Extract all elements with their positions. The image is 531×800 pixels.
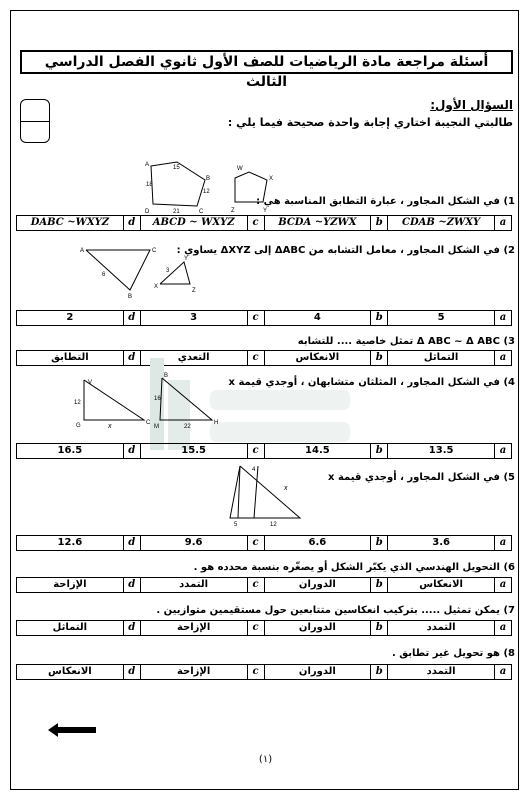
option-b[interactable]: الانعكاس <box>264 351 371 366</box>
svg-text:12: 12 <box>74 400 81 406</box>
svg-text:6: 6 <box>102 272 106 278</box>
fig1-label-b: B <box>206 176 211 182</box>
svg-text:x: x <box>284 485 288 492</box>
question-6-text: 6) التحويل الهندسي الذي يكبّر الشكل أو يصغّره بنسبة محدده هو . <box>193 562 515 573</box>
option-a[interactable]: الانعكاس <box>388 578 495 593</box>
option-d[interactable]: التطابق <box>17 351 124 366</box>
option-d[interactable]: الإزاحة <box>17 578 124 593</box>
option-c[interactable]: 15.5 <box>140 444 247 459</box>
section-heading: السؤال الأول: <box>430 98 513 112</box>
option-b[interactable]: الدوران <box>264 578 371 593</box>
option-b[interactable]: الدوران <box>264 621 371 636</box>
option-d[interactable]: 2 <box>17 311 124 326</box>
question-7-text: 7) يمكن تمثيل ..... بتركيب انعكاسين متتابعين حول مستقيمين متوازيين . <box>156 605 515 616</box>
svg-text:22: 22 <box>184 424 191 430</box>
figure-quadrilaterals <box>145 158 275 216</box>
option-b[interactable]: 4 <box>264 311 371 326</box>
fig1-label-d: D <box>145 209 150 215</box>
option-a[interactable]: CDAB ~ZWXY <box>388 216 495 231</box>
fig1-label-21: 21 <box>173 209 180 215</box>
svg-text:3: 3 <box>166 268 170 274</box>
svg-text:M: M <box>154 424 159 430</box>
question-2-options: a 5 b 4 c 3 d 2 <box>16 310 512 326</box>
fig1-label-15: 15 <box>173 165 180 171</box>
figure-similar-triangles-x <box>70 372 240 430</box>
question-6-options: a الانعكاس b الدوران c التمدد d الإزاحة <box>16 577 512 593</box>
svg-text:H: H <box>214 420 219 426</box>
option-d[interactable]: 12.6 <box>17 536 124 551</box>
svg-text:Y: Y <box>184 256 189 262</box>
option-c[interactable]: 3 <box>140 311 247 326</box>
option-a[interactable]: التمدد <box>388 665 495 680</box>
option-d[interactable]: 16.5 <box>17 444 124 459</box>
option-c[interactable]: التعدي <box>140 351 247 366</box>
option-a[interactable]: 5 <box>388 311 495 326</box>
question-3-options: a التماثل b الانعكاس c التعدي d التطابق <box>16 350 512 366</box>
option-a[interactable]: التمدد <box>388 621 495 636</box>
arrow-left-icon[interactable] <box>48 723 98 737</box>
fig1-label-18: 18 <box>146 182 153 188</box>
page-title: أسئلة مراجعة مادة الرياضيات للصف الأول ثانوي الفصل الدراسي الثالث <box>20 50 513 74</box>
question-1-text: 1) في الشكل المجاور ، عبارة التطابق المناسبة هي : <box>256 196 515 207</box>
question-1-options: a CDAB ~ZWXY b BCDA ~YZWX c ABCD ~ WXYZ d DABC ~WXYZ <box>16 215 512 231</box>
fig1-label-w: W <box>237 166 243 172</box>
svg-text:5: 5 <box>234 522 238 528</box>
question-4-text: 4) في الشكل المجاور ، المثلثان متشابهان ، أوجدي قيمة x <box>228 377 515 388</box>
question-5-text: 5) في الشكل المجاور ، أوجدي قيمة x <box>328 472 515 483</box>
question-2-text: 2) في الشكل المجاور ، معامل التشابه من ΔABC إلى ΔXYZ يساوي : <box>176 245 515 256</box>
option-b[interactable]: الدوران <box>264 665 371 680</box>
option-a[interactable]: 13.5 <box>388 444 495 459</box>
svg-text:A: A <box>80 248 85 254</box>
svg-text:C: C <box>152 248 157 254</box>
option-d[interactable]: DABC ~WXYZ <box>17 216 124 231</box>
question-4-options: a 13.5 b 14.5 c 15.5 d 16.5 <box>16 443 512 459</box>
option-d[interactable]: الانعكاس <box>17 665 124 680</box>
option-b[interactable]: 14.5 <box>264 444 371 459</box>
fig1-label-x: X <box>269 176 274 182</box>
svg-text:4: 4 <box>252 467 256 473</box>
option-a[interactable]: 3.6 <box>388 536 495 551</box>
fig1-label-z: Z <box>231 208 235 214</box>
question-8-options: a التمدد b الدوران c الإزاحة d الانعكاس <box>16 664 512 680</box>
question-5-options: a 3.6 b 6.6 c 9.6 d 12.6 <box>16 535 512 551</box>
option-d[interactable]: التماثل <box>17 621 124 636</box>
svg-text:B: B <box>128 294 133 300</box>
svg-text:G: G <box>76 423 81 429</box>
fig1-label-y: Y <box>263 208 268 214</box>
option-c[interactable]: التمدد <box>140 578 247 593</box>
fig1-label-a: A <box>145 162 150 168</box>
fig1-label-c: C <box>199 209 204 215</box>
svg-text:X: X <box>154 284 159 290</box>
option-b[interactable]: BCDA ~YZWX <box>264 216 371 231</box>
option-c[interactable]: الإزاحة <box>140 665 247 680</box>
fig1-label-12: 12 <box>203 189 210 195</box>
svg-text:C: C <box>146 420 151 426</box>
svg-text:x: x <box>108 423 112 430</box>
page-number: (١) <box>258 754 273 765</box>
grade-box <box>20 99 50 143</box>
option-c[interactable]: الإزاحة <box>140 621 247 636</box>
question-7-options: a التمدد b الدوران c الإزاحة d التماثل <box>16 620 512 636</box>
svg-text:16: 16 <box>154 396 161 402</box>
option-a[interactable]: التماثل <box>388 351 495 366</box>
option-c[interactable]: ABCD ~ WXYZ <box>140 216 247 231</box>
svg-text:Z: Z <box>192 288 196 294</box>
figure-parallel-lines <box>218 462 308 528</box>
svg-text:V: V <box>88 380 93 386</box>
question-8-text: 8) هو تحويل غير تطابق . <box>391 648 515 659</box>
instruction: طالبتي النجيبة اختاري إجابة واحدة صحيحة فيما يلي : <box>227 116 513 129</box>
option-c[interactable]: 9.6 <box>140 536 247 551</box>
question-3-text: 3) Δ ABC ~ Δ ABC تمثل خاصية .... للتشابه <box>297 336 515 347</box>
option-b[interactable]: 6.6 <box>264 536 371 551</box>
svg-text:12: 12 <box>270 522 277 528</box>
svg-text:B: B <box>164 373 169 379</box>
